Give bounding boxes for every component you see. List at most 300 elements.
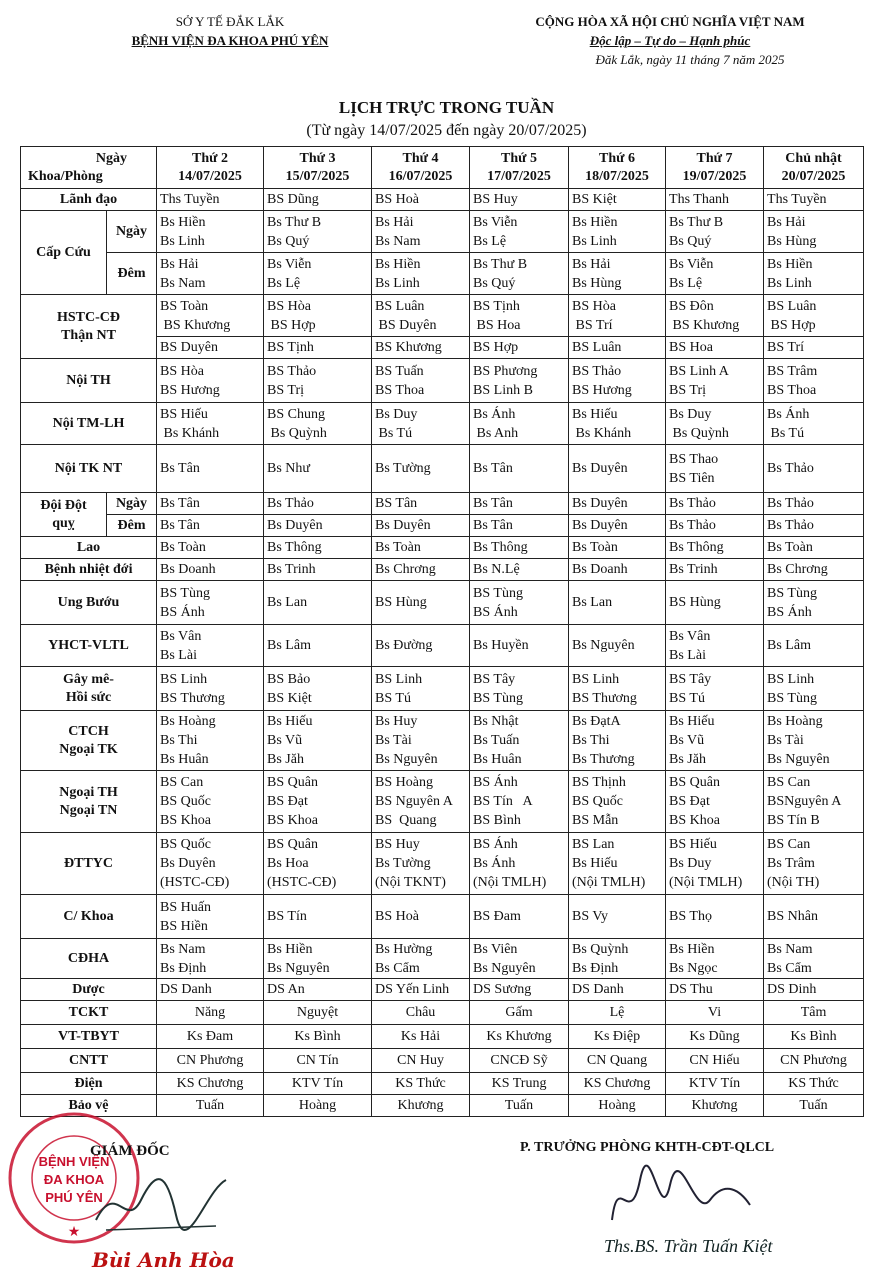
duty-cell: Bs Thư B Bs Quý bbox=[666, 211, 764, 253]
duty-cell: Bs Như bbox=[264, 445, 372, 493]
duty-cell: Hoàng bbox=[569, 1095, 666, 1117]
director-name: Bùi Anh Hòa bbox=[92, 1248, 235, 1272]
duty-cell: Bs Huyền bbox=[470, 625, 569, 667]
duty-cell: Bs Thảo bbox=[264, 493, 372, 515]
table-row bbox=[21, 895, 864, 939]
dept-name bbox=[21, 493, 107, 537]
table-row bbox=[21, 515, 864, 537]
dept-name bbox=[21, 537, 157, 559]
duty-cell: DS Danh bbox=[157, 979, 264, 1001]
shift-label: Đêm bbox=[107, 253, 157, 295]
day-date: 15/07/2025 bbox=[285, 168, 350, 184]
deputy-name: Ths.BS. Trần Tuấn Kiệt bbox=[604, 1236, 773, 1256]
duty-cell: BS Đam bbox=[470, 895, 569, 939]
dept-name bbox=[21, 939, 157, 979]
duty-cell: Bs Tân bbox=[470, 515, 569, 537]
dept-name bbox=[21, 359, 157, 403]
duty-cell: BS Chung Bs Quỳnh bbox=[264, 403, 372, 445]
duty-cell: Bs Hiền Bs Linh bbox=[764, 253, 864, 295]
duty-cell: CN Tín bbox=[264, 1049, 372, 1073]
duty-cell: Bs Toàn bbox=[569, 537, 666, 559]
dept-name bbox=[21, 979, 157, 1001]
table-row bbox=[21, 1049, 864, 1073]
duty-cell: BS Can BSNguyên A BS Tín B bbox=[764, 771, 864, 833]
duty-cell: Bs Tân bbox=[470, 493, 569, 515]
duty-cell: Bs Hiền Bs Nguyên bbox=[264, 939, 372, 979]
dept-of-health: SỞ Y TẾ ĐẮK LẮK bbox=[175, 14, 285, 29]
duty-cell: BS Linh A BS Trị bbox=[666, 359, 764, 403]
table-row bbox=[21, 403, 864, 445]
duty-cell: BS Nhân bbox=[764, 895, 864, 939]
duty-cell: Bs Hiền Bs Linh bbox=[157, 211, 264, 253]
duty-cell: KS Chương bbox=[157, 1073, 264, 1095]
duty-cell: Bs Thảo bbox=[764, 515, 864, 537]
day-header-1 bbox=[157, 147, 264, 189]
day-name: Thứ 3 bbox=[299, 150, 336, 166]
dept-name bbox=[21, 1073, 157, 1095]
duty-cell: Tâm bbox=[764, 1001, 864, 1025]
duty-cell: BS Bảo BS Kiệt bbox=[264, 667, 372, 711]
duty-cell: Bs Duyên bbox=[569, 493, 666, 515]
day-header-7 bbox=[764, 147, 864, 189]
duty-cell: BS Lan Bs Hiếu (Nội TMLH) bbox=[569, 833, 666, 895]
dept-label: Lãnh đạo bbox=[59, 191, 118, 207]
dept-name bbox=[21, 581, 157, 625]
header-right bbox=[470, 12, 870, 69]
duty-cell: BS Linh BS Thương bbox=[157, 667, 264, 711]
dept-name bbox=[21, 833, 157, 895]
shift-label: Đêm bbox=[107, 515, 157, 537]
day-header-2 bbox=[264, 147, 372, 189]
day-name: Thứ 7 bbox=[696, 150, 733, 166]
duty-cell: DS Yến Linh bbox=[372, 979, 470, 1001]
duty-cell: Bs Tân bbox=[157, 515, 264, 537]
duty-cell: CN Phương bbox=[764, 1049, 864, 1073]
duty-cell: Bs Thư B Bs Quý bbox=[470, 253, 569, 295]
dept-name bbox=[21, 771, 157, 833]
day-name: Thứ 2 bbox=[192, 150, 229, 166]
duty-cell: BS Linh BS Tùng bbox=[764, 667, 864, 711]
duty-cell: Bs Thư B Bs Quý bbox=[264, 211, 372, 253]
table-row bbox=[21, 939, 864, 979]
dept-name bbox=[21, 1049, 157, 1073]
duty-cell: DS Thu bbox=[666, 979, 764, 1001]
duty-cell: Gấm bbox=[470, 1001, 569, 1025]
duty-cell: Bs Viên Bs Nguyên bbox=[470, 939, 569, 979]
table-row bbox=[21, 1073, 864, 1095]
dept-label: TCKT bbox=[68, 1004, 109, 1020]
table-row bbox=[21, 1025, 864, 1049]
duty-cell: Bs Hiền Bs Linh bbox=[372, 253, 470, 295]
duty-cell: BS Tịnh bbox=[264, 337, 372, 359]
duty-cell: BS Tùng BS Ánh bbox=[764, 581, 864, 625]
dept-label: VT-TBYT bbox=[58, 1028, 119, 1044]
shift-label: Ngày bbox=[107, 493, 157, 515]
duty-cell: Bs Hoàng Bs Thi Bs Huân bbox=[157, 711, 264, 771]
duty-cell: BS Thảo BS Hương bbox=[569, 359, 666, 403]
duty-cell: Bs Tường bbox=[372, 445, 470, 493]
table-row bbox=[21, 771, 864, 833]
dept-label: Nội TH bbox=[66, 372, 111, 388]
duty-cell: Bs Tân bbox=[157, 445, 264, 493]
stamp-text: PHÚ YÊN bbox=[45, 1190, 103, 1205]
dept-name bbox=[21, 895, 157, 939]
day-date: 16/07/2025 bbox=[388, 168, 453, 184]
duty-cell: BS Vy bbox=[569, 895, 666, 939]
dept-label: CĐHA bbox=[67, 950, 110, 966]
duty-cell: CN Phương bbox=[157, 1049, 264, 1073]
duty-cell: Bs Thảo bbox=[764, 445, 864, 493]
duty-cell: Bs Chrơng bbox=[764, 559, 864, 581]
duty-cell: DS Sương bbox=[470, 979, 569, 1001]
duty-cell: Ks Hải bbox=[372, 1025, 470, 1049]
table-row bbox=[21, 1095, 864, 1117]
duty-cell: Bs Quỳnh Bs Định bbox=[569, 939, 666, 979]
table-row bbox=[21, 295, 864, 337]
duty-cell: Ks Khương bbox=[470, 1025, 569, 1049]
duty-cell: Ks Dũng bbox=[666, 1025, 764, 1049]
dept-name bbox=[21, 667, 157, 711]
duty-cell: BS Huấn BS Hiền bbox=[157, 895, 264, 939]
duty-cell: Bs Tân bbox=[157, 493, 264, 515]
duty-cell: Bs Trinh bbox=[666, 559, 764, 581]
duty-cell: BS Thao BS Tiên bbox=[666, 445, 764, 493]
duty-cell: BS Huy Bs Tường (Nội TKNT) bbox=[372, 833, 470, 895]
duty-cell: Bs Doanh bbox=[157, 559, 264, 581]
duty-cell: Bs Hiếu Bs Vũ Bs Jăh bbox=[264, 711, 372, 771]
duty-cell: KS Chương bbox=[569, 1073, 666, 1095]
dept-label: Lao bbox=[76, 539, 101, 555]
duty-cell: Bs Nam Bs Cẩm bbox=[764, 939, 864, 979]
duty-cell: Bs Toàn bbox=[764, 537, 864, 559]
duty-cell: BS Luân BS Hợp bbox=[764, 295, 864, 337]
dept-name bbox=[21, 445, 157, 493]
duty-cell: BS Hùng bbox=[372, 581, 470, 625]
day-name: Chủ nhật bbox=[785, 150, 842, 166]
table-header-row bbox=[21, 147, 864, 189]
duty-cell: BS Luân bbox=[569, 337, 666, 359]
duty-cell: BS Tuấn BS Thoa bbox=[372, 359, 470, 403]
shift-label: Ngày bbox=[107, 211, 157, 253]
duty-cell: Bs Hiếu Bs Vũ Bs Jăh bbox=[666, 711, 764, 771]
dept-name bbox=[21, 403, 157, 445]
dept-label: ĐTTYC bbox=[64, 855, 114, 871]
day-header-4 bbox=[470, 147, 569, 189]
duty-cell: BS Trí bbox=[764, 337, 864, 359]
director-signature bbox=[86, 1160, 236, 1240]
duty-cell: DS Danh bbox=[569, 979, 666, 1001]
duty-cell: Bs Lâm bbox=[764, 625, 864, 667]
duty-cell: Bs Lan bbox=[264, 581, 372, 625]
day-header-5 bbox=[569, 147, 666, 189]
duty-cell: BS Hoàng BS Nguyên A BS Quang bbox=[372, 771, 470, 833]
duty-cell: BS Quân BS Đạt BS Khoa bbox=[264, 771, 372, 833]
duty-cell: BS Duyên bbox=[157, 337, 264, 359]
dept-name bbox=[21, 1001, 157, 1025]
duty-cell: BS Hòa BS Hương bbox=[157, 359, 264, 403]
dept-label: Nội TK NT bbox=[54, 460, 123, 476]
duty-cell: BS Đôn BS Khương bbox=[666, 295, 764, 337]
dept-label: Dược bbox=[72, 981, 105, 997]
dept-name bbox=[21, 711, 157, 771]
duty-cell: Bs Duyên bbox=[569, 515, 666, 537]
duty-cell: BS Linh BS Thương bbox=[569, 667, 666, 711]
day-header-6 bbox=[666, 147, 764, 189]
table-row bbox=[21, 711, 864, 771]
duty-cell: KS Trung bbox=[470, 1073, 569, 1095]
dept-label: CNTT bbox=[69, 1052, 108, 1068]
duty-cell: BS Hiếu Bs Khánh bbox=[157, 403, 264, 445]
dept-label: Nội TM-LH bbox=[52, 415, 125, 431]
table-row bbox=[21, 189, 864, 211]
duty-cell: BS Hợp bbox=[470, 337, 569, 359]
table-row bbox=[21, 979, 864, 1001]
duty-cell: BS Ánh Bs Ánh (Nội TMLH) bbox=[470, 833, 569, 895]
day-date: 14/07/2025 bbox=[178, 168, 242, 184]
duty-cell: BS Tịnh BS Hoa bbox=[470, 295, 569, 337]
duty-cell: BS Thảo BS Trị bbox=[264, 359, 372, 403]
table-row bbox=[21, 1001, 864, 1025]
duty-cell: Bs Vân Bs Lài bbox=[666, 625, 764, 667]
dept-label: YHCT-VLTL bbox=[48, 637, 129, 653]
page-subtitle: (Từ ngày 14/07/2025 đến ngày 20/07/2025) bbox=[306, 122, 587, 139]
duty-cell: Năng bbox=[157, 1001, 264, 1025]
dept-name bbox=[21, 1025, 157, 1049]
header-left bbox=[70, 12, 390, 50]
deputy-signature bbox=[600, 1160, 760, 1240]
duty-cell: Bs Viễn Bs Lệ bbox=[264, 253, 372, 295]
duty-cell: Bs Thảo bbox=[666, 493, 764, 515]
hospital-name: BỆNH VIỆN ĐA KHOA PHÚ YÊN bbox=[131, 33, 329, 48]
dept-label: CTCH Ngoại TK bbox=[59, 723, 118, 757]
duty-cell: Bs Thông bbox=[264, 537, 372, 559]
duty-cell: Bs Đường bbox=[372, 625, 470, 667]
duty-cell: Bs ĐạtA Bs Thi Bs Thương bbox=[569, 711, 666, 771]
dept-name bbox=[21, 211, 107, 295]
duty-cell: Ths Thanh bbox=[666, 189, 764, 211]
duty-cell: Bs Tân bbox=[470, 445, 569, 493]
table-row bbox=[21, 359, 864, 403]
duty-cell: BS Hòa BS Trí bbox=[569, 295, 666, 337]
duty-cell: Bs Toàn bbox=[372, 537, 470, 559]
dept-name bbox=[21, 295, 157, 359]
duty-cell: Bs Duy Bs Quỳnh bbox=[666, 403, 764, 445]
duty-cell: Bs Hiền Bs Ngọc bbox=[666, 939, 764, 979]
duty-cell: Bs Ánh Bs Tú bbox=[764, 403, 864, 445]
duty-cell: DS An bbox=[264, 979, 372, 1001]
day-header-3 bbox=[372, 147, 470, 189]
duty-cell: BS Hoà bbox=[372, 895, 470, 939]
duty-cell: Ks Điệp bbox=[569, 1025, 666, 1049]
duty-cell: Bs Hường Bs Cẩm bbox=[372, 939, 470, 979]
duty-cell: Bs Nguyên bbox=[569, 625, 666, 667]
dept-label: Điện bbox=[74, 1075, 103, 1091]
deputy-head-title: P. TRƯỞNG PHÒNG KHTH-CĐT-QLCL bbox=[520, 1140, 775, 1155]
duty-cell: BS Trâm BS Thoa bbox=[764, 359, 864, 403]
duty-cell: CN Quang bbox=[569, 1049, 666, 1073]
stamp-text: ĐA KHOA bbox=[43, 1172, 105, 1187]
day-name: Thứ 5 bbox=[501, 150, 538, 166]
duty-cell: Bs Ánh Bs Anh bbox=[470, 403, 569, 445]
duty-cell: Bs Nam Bs Định bbox=[157, 939, 264, 979]
table-row bbox=[21, 833, 864, 895]
national-motto: Độc lập – Tự do – Hạnh phúc bbox=[589, 33, 751, 48]
svg-text:★: ★ bbox=[67, 1225, 81, 1240]
dept-label: Bảo vệ bbox=[68, 1097, 109, 1113]
duty-cell: Ks Bình bbox=[264, 1025, 372, 1049]
dept-label: Gây mê- Hồi sức bbox=[63, 671, 114, 705]
day-date: 19/07/2025 bbox=[682, 168, 747, 184]
page-title: LỊCH TRỰC TRONG TUẦN bbox=[338, 98, 555, 117]
dept-name bbox=[21, 189, 157, 211]
duty-cell: Bs Thông bbox=[470, 537, 569, 559]
duty-cell: Bs Hoàng Bs Tài Bs Nguyên bbox=[764, 711, 864, 771]
duty-cell: Ths Tuyền bbox=[157, 189, 264, 211]
duty-cell: Ths Tuyền bbox=[764, 189, 864, 211]
duty-cell: BS Quân Bs Hoa (HSTC-CĐ) bbox=[264, 833, 372, 895]
duty-cell: BS Tùng BS Ánh bbox=[470, 581, 569, 625]
duty-cell: BS Hoa bbox=[666, 337, 764, 359]
duty-cell: Bs N.Lệ bbox=[470, 559, 569, 581]
table-row bbox=[21, 445, 864, 493]
duty-cell: BS Can BS Quốc BS Khoa bbox=[157, 771, 264, 833]
duty-cell: DS Dinh bbox=[764, 979, 864, 1001]
dept-label: Ung Bướu bbox=[57, 594, 120, 610]
duty-cell: Ks Đam bbox=[157, 1025, 264, 1049]
dept-name bbox=[21, 559, 157, 581]
duty-cell: Bs Hải Bs Nam bbox=[372, 211, 470, 253]
duty-cell: BS Quân BS Đạt BS Khoa bbox=[666, 771, 764, 833]
duty-cell: BS Linh BS Tú bbox=[372, 667, 470, 711]
dept-label: Ngoại TH Ngoại TN bbox=[59, 784, 118, 818]
duty-cell: KS Thức bbox=[764, 1073, 864, 1095]
duty-cell: BS Khương bbox=[372, 337, 470, 359]
dept-label: HSTC-CĐ Thận NT bbox=[57, 309, 121, 343]
duty-cell: Bs Thông bbox=[666, 537, 764, 559]
duty-cell: BS Tín bbox=[264, 895, 372, 939]
corner-day-label: Ngày bbox=[95, 150, 128, 166]
duty-cell: Tuấn bbox=[157, 1095, 264, 1117]
duty-cell: Bs Duyên bbox=[569, 445, 666, 493]
duty-cell: Bs Hải Bs Hùng bbox=[569, 253, 666, 295]
day-date: 18/07/2025 bbox=[585, 168, 649, 184]
table-row bbox=[21, 667, 864, 711]
duty-cell: Bs Toàn bbox=[157, 537, 264, 559]
duty-cell: Ks Bình bbox=[764, 1025, 864, 1049]
duty-cell: Bs Vân Bs Lài bbox=[157, 625, 264, 667]
day-name: Thứ 6 bbox=[599, 150, 636, 166]
director-title: GIÁM ĐỐC bbox=[90, 1143, 170, 1159]
table-row bbox=[21, 625, 864, 667]
dept-name bbox=[21, 625, 157, 667]
duty-cell: Bs Nhật Bs Tuấn Bs Huân bbox=[470, 711, 569, 771]
table-row bbox=[21, 253, 864, 295]
duty-cell: Bs Lâm bbox=[264, 625, 372, 667]
duty-cell: BS Ánh BS Tín A BS Bình bbox=[470, 771, 569, 833]
table-row bbox=[21, 493, 864, 515]
duty-cell: Bs Hải Bs Hùng bbox=[764, 211, 864, 253]
duty-cell: CNCĐ Sỹ bbox=[470, 1049, 569, 1073]
duty-cell: BS Can Bs Trâm (Nội TH) bbox=[764, 833, 864, 895]
duty-cell: BS Huy bbox=[470, 189, 569, 211]
stamp-text: BỆNH VIỆN bbox=[38, 1154, 110, 1169]
duty-cell: BS Quốc Bs Duyên (HSTC-CĐ) bbox=[157, 833, 264, 895]
duty-schedule-table bbox=[20, 146, 864, 1117]
duty-cell: Lệ bbox=[569, 1001, 666, 1025]
duty-cell: BS Hoà bbox=[372, 189, 470, 211]
duty-cell: Bs Viễn Bs Lệ bbox=[666, 253, 764, 295]
duty-cell: Bs Doanh bbox=[569, 559, 666, 581]
document-date: Đăk Lắk, ngày 11 tháng 7 năm 2025 bbox=[595, 52, 785, 67]
header-corner bbox=[21, 147, 157, 189]
duty-cell: BS Tây BS Tùng bbox=[470, 667, 569, 711]
corner-dept-label: Khoa/Phòng bbox=[28, 168, 103, 184]
duty-cell: Vi bbox=[666, 1001, 764, 1025]
dept-label: C/ Khoa bbox=[63, 908, 114, 924]
duty-cell: KS Thức bbox=[372, 1073, 470, 1095]
duty-cell: BS Tây BS Tú bbox=[666, 667, 764, 711]
duty-cell: Hoàng bbox=[264, 1095, 372, 1117]
duty-cell: BS Thọ bbox=[666, 895, 764, 939]
duty-cell: Bs Duyên bbox=[372, 515, 470, 537]
duty-cell: KTV Tín bbox=[666, 1073, 764, 1095]
duty-cell: CN Huy bbox=[372, 1049, 470, 1073]
national-title: CỘNG HÒA XÃ HỘI CHỦ NGHĨA VIỆT NAM bbox=[535, 14, 805, 29]
duty-cell: Khương bbox=[666, 1095, 764, 1117]
duty-cell: Bs Duyên bbox=[264, 515, 372, 537]
duty-cell: Khương bbox=[372, 1095, 470, 1117]
duty-cell: KTV Tín bbox=[264, 1073, 372, 1095]
duty-cell: Bs Chrơng bbox=[372, 559, 470, 581]
duty-cell: BS Tân bbox=[372, 493, 470, 515]
duty-cell: Bs Thảo bbox=[666, 515, 764, 537]
duty-cell: BS Thịnh BS Quốc BS Mẫn bbox=[569, 771, 666, 833]
dept-label: Bệnh nhiệt đới bbox=[44, 561, 133, 577]
duty-cell: Bs Huy Bs Tài Bs Nguyên bbox=[372, 711, 470, 771]
duty-cell: Tuấn bbox=[470, 1095, 569, 1117]
dept-label: Cấp Cứu bbox=[36, 244, 91, 260]
table-row bbox=[21, 211, 864, 253]
duty-cell: BS Dũng bbox=[264, 189, 372, 211]
day-date: 20/07/2025 bbox=[781, 168, 846, 184]
duty-cell: Bs Hiền Bs Linh bbox=[569, 211, 666, 253]
duty-cell: BS Hòa BS Hợp bbox=[264, 295, 372, 337]
duty-cell: BS Phương BS Linh B bbox=[470, 359, 569, 403]
duty-cell: BS Tùng BS Ánh bbox=[157, 581, 264, 625]
duty-cell: Bs Hải Bs Nam bbox=[157, 253, 264, 295]
duty-cell: Bs Lan bbox=[569, 581, 666, 625]
duty-cell: Bs Hiếu Bs Khánh bbox=[569, 403, 666, 445]
table-row bbox=[21, 559, 864, 581]
duty-cell: Tuấn bbox=[764, 1095, 864, 1117]
duty-cell: BS Hùng bbox=[666, 581, 764, 625]
day-date: 17/07/2025 bbox=[487, 168, 551, 184]
duty-cell: Bs Viễn Bs Lệ bbox=[470, 211, 569, 253]
duty-cell: BS Kiệt bbox=[569, 189, 666, 211]
duty-cell: Nguyệt bbox=[264, 1001, 372, 1025]
duty-cell: CN Hiếu bbox=[666, 1049, 764, 1073]
duty-cell: Bs Trinh bbox=[264, 559, 372, 581]
duty-cell: BS Toàn BS Khương bbox=[157, 295, 264, 337]
table-row bbox=[21, 581, 864, 625]
duty-cell: Bs Duy Bs Tú bbox=[372, 403, 470, 445]
duty-cell: BS Luân BS Duyên bbox=[372, 295, 470, 337]
dept-label: Đội Đột quỵ bbox=[40, 497, 87, 531]
duty-cell: Bs Thảo bbox=[764, 493, 864, 515]
duty-cell: BS Hiếu Bs Duy (Nội TMLH) bbox=[666, 833, 764, 895]
table-row bbox=[21, 537, 864, 559]
duty-cell: Châu bbox=[372, 1001, 470, 1025]
